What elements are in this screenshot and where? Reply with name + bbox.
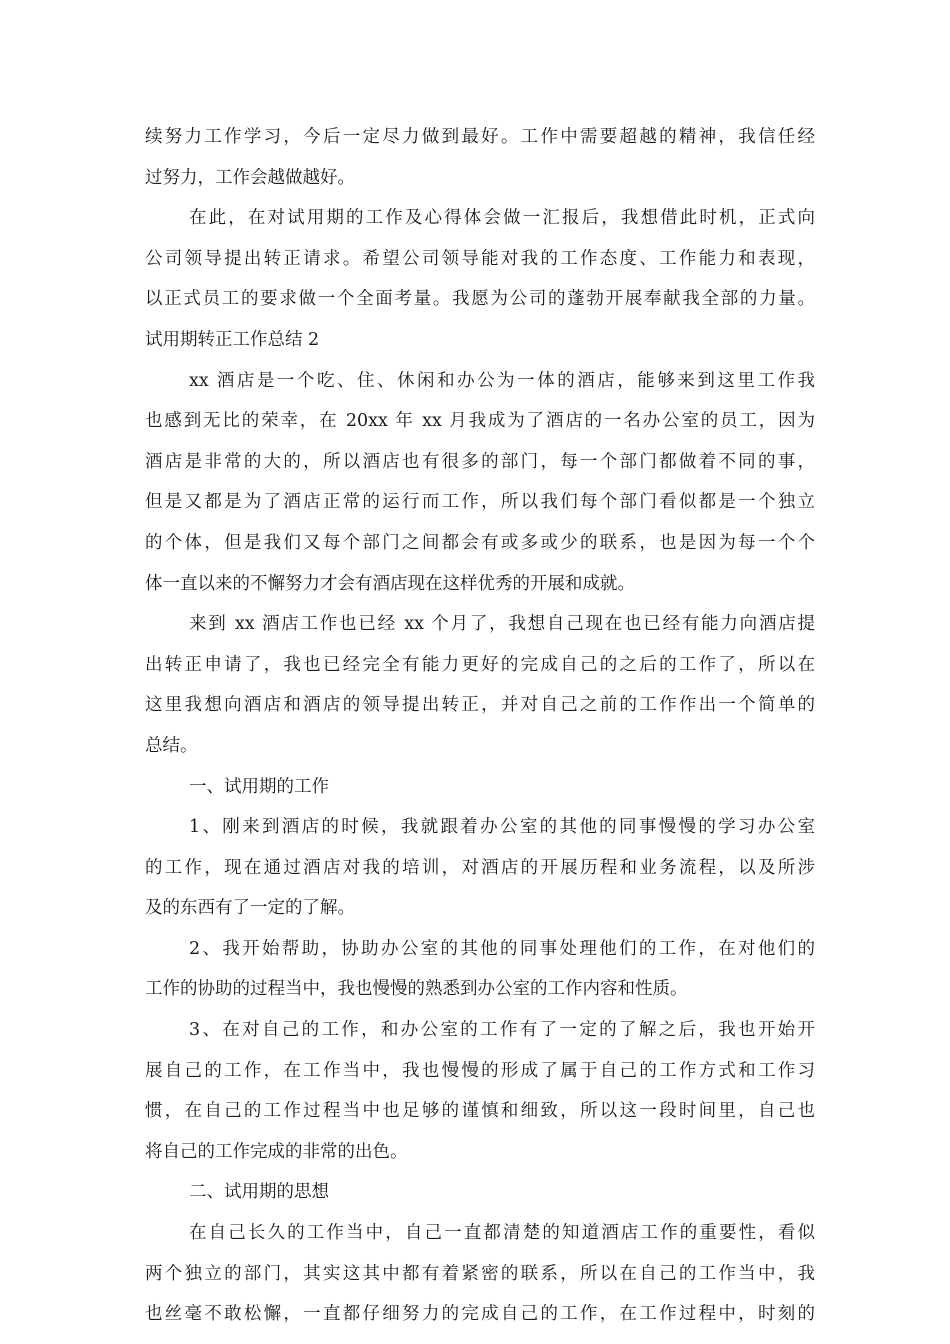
- document-line: 在此，在对试用期的工作及心得体会做一汇报后，我想借此时机，正式向: [189, 208, 815, 229]
- document-line: 1、刚来到酒店的时候，我就跟着办公室的其他的同事慢慢的学习办公室: [189, 817, 815, 838]
- document-line: 惯，在自己的工作过程当中也足够的谨慎和细致，所以这一段时间里，自己也: [145, 1101, 815, 1122]
- document-line: 二、试用期的思想: [189, 1182, 329, 1203]
- document-line: 展自己的工作，在工作当中，我也慢慢的形成了属于自己的工作方式和工作习: [145, 1060, 815, 1081]
- document-line: 3、在对自己的工作，和办公室的工作有了一定的了解之后，我也开始开: [189, 1020, 815, 1041]
- document-line: 出转正申请了，我也已经完全有能力更好的完成自己的之后的工作了，所以在: [145, 654, 815, 675]
- document-body: [145, 117, 815, 1335]
- document-line: 公司领导提出转正请求。希望公司领导能对我的工作态度、工作能力和表现，: [145, 248, 815, 269]
- document-line: 也感到无比的荣幸，在 20xx 年 xx 月我成为了酒店的一名办公室的员工，因为: [145, 411, 815, 432]
- document-line: 但是又都是为了酒店正常的运行而工作，所以我们每个部门看似都是一个独立: [145, 492, 815, 513]
- document-line: xx 酒店是一个吃、住、休闲和办公为一体的酒店，能够来到这里工作我: [189, 370, 815, 391]
- document-line: 的个体，但是我们又每个部门之间都会有或多或少的联系，也是因为每一个个: [145, 532, 815, 553]
- document-line: 2、我开始帮助，协助办公室的其他的同事处理他们的工作，在对他们的: [189, 938, 815, 959]
- document-line: 在自己长久的工作当中，自己一直都清楚的知道酒店工作的重要性，看似: [189, 1223, 815, 1244]
- document-line: 来到 xx 酒店工作也已经 xx 个月了，我想自己现在也已经有能力向酒店提: [189, 614, 815, 635]
- document-line: 将自己的工作完成的非常的出色。: [145, 1141, 408, 1162]
- document-line: 总结。: [145, 735, 198, 756]
- document-line: 试用期转正工作总结 2: [145, 329, 320, 350]
- document-line: 的工作，现在通过酒店对我的培训，对酒店的开展历程和业务流程，以及所涉: [145, 857, 815, 878]
- document-line: 工作的协助的过程当中，我也慢慢的熟悉到办公室的工作内容和性质。: [145, 979, 688, 1000]
- document-line: 也丝毫不敢松懈，一直都仔细努力的完成自己的工作，在工作过程中，时刻的: [145, 1304, 815, 1325]
- document-line: 两个独立的部门，其实这其中都有着紧密的联系，所以在自己的工作当中，我: [145, 1263, 815, 1284]
- document-line: 酒店是非常的大的，所以酒店也有很多的部门，每一个部门都做着不同的事，: [145, 451, 815, 472]
- document-line: 过努力，工作会越做越好。: [145, 167, 355, 188]
- document-line: 这里我想向酒店和酒店的领导提出转正，并对自己之前的工作作出一个简单的: [145, 695, 815, 716]
- document-line: 及的东西有了一定的了解。: [145, 898, 355, 919]
- document-line: 以正式员工的要求做一个全面考量。我愿为公司的蓬勃开展奉献我全部的力量。: [145, 289, 815, 310]
- document-line: 体一直以来的不懈努力才会有酒店现在这样优秀的开展和成就。: [145, 573, 635, 594]
- document-line: 一、试用期的工作: [189, 776, 329, 797]
- document-line: 续努力工作学习，今后一定尽力做到最好。工作中需要超越的精神，我信任经: [145, 127, 815, 147]
